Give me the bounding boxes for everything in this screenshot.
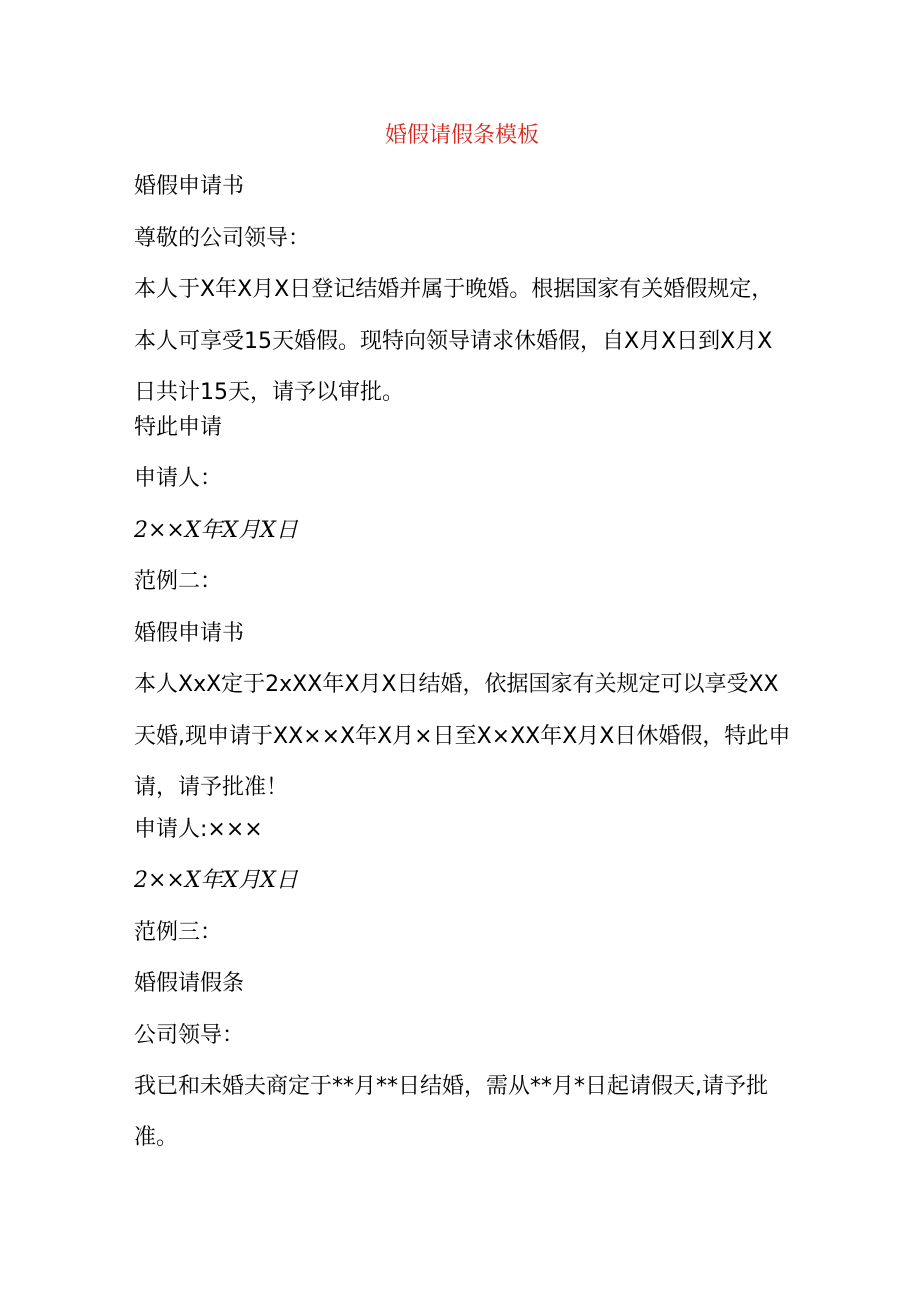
applicant-label-2: 申请人:××× xyxy=(134,816,263,842)
body-paragraph-2: 本人XxX定于2xXX年X月X日结婚，依据国家有关规定可以享受XX天婚,现申请于XX××X年X月×日至X×XX年X月X日休婚假，特此申请，请予批准！ xyxy=(134,672,791,800)
salutation: 尊敬的公司领导： xyxy=(134,225,311,251)
example-three-heading: 范例三： xyxy=(134,919,223,945)
closing-line: 特此申请 xyxy=(134,414,223,440)
salutation-3: 公司领导： xyxy=(134,1022,245,1048)
document-body xyxy=(134,170,794,1164)
heading-application-1: 婚假申请书 xyxy=(134,174,245,199)
heading-application-2: 婚假申请书 xyxy=(134,620,245,646)
date-line-1: 2××X年X月X日 xyxy=(134,517,298,543)
example-two-heading: 范例二： xyxy=(134,569,223,594)
body-paragraph-3: 我已和未婚夫商定于**月**日结婚，需从**月*日起请假天,请予批准。 xyxy=(134,1073,768,1150)
heading-leave-note: 婚假请假条 xyxy=(134,971,245,996)
date-line-2: 2××X年X月X日 xyxy=(134,868,298,893)
document-title: 婚假请假条模板 xyxy=(384,123,539,148)
body-paragraph-1: 本人于X年X月X日登记结婚并属于晚婚。根据国家有关婚假规定，本人可享受15天婚假。现特向领导请求休婚假，自X月X日到X月X日共计15天，请予以审批。 xyxy=(134,277,774,405)
applicant-label-1: 申请人： xyxy=(134,466,223,491)
